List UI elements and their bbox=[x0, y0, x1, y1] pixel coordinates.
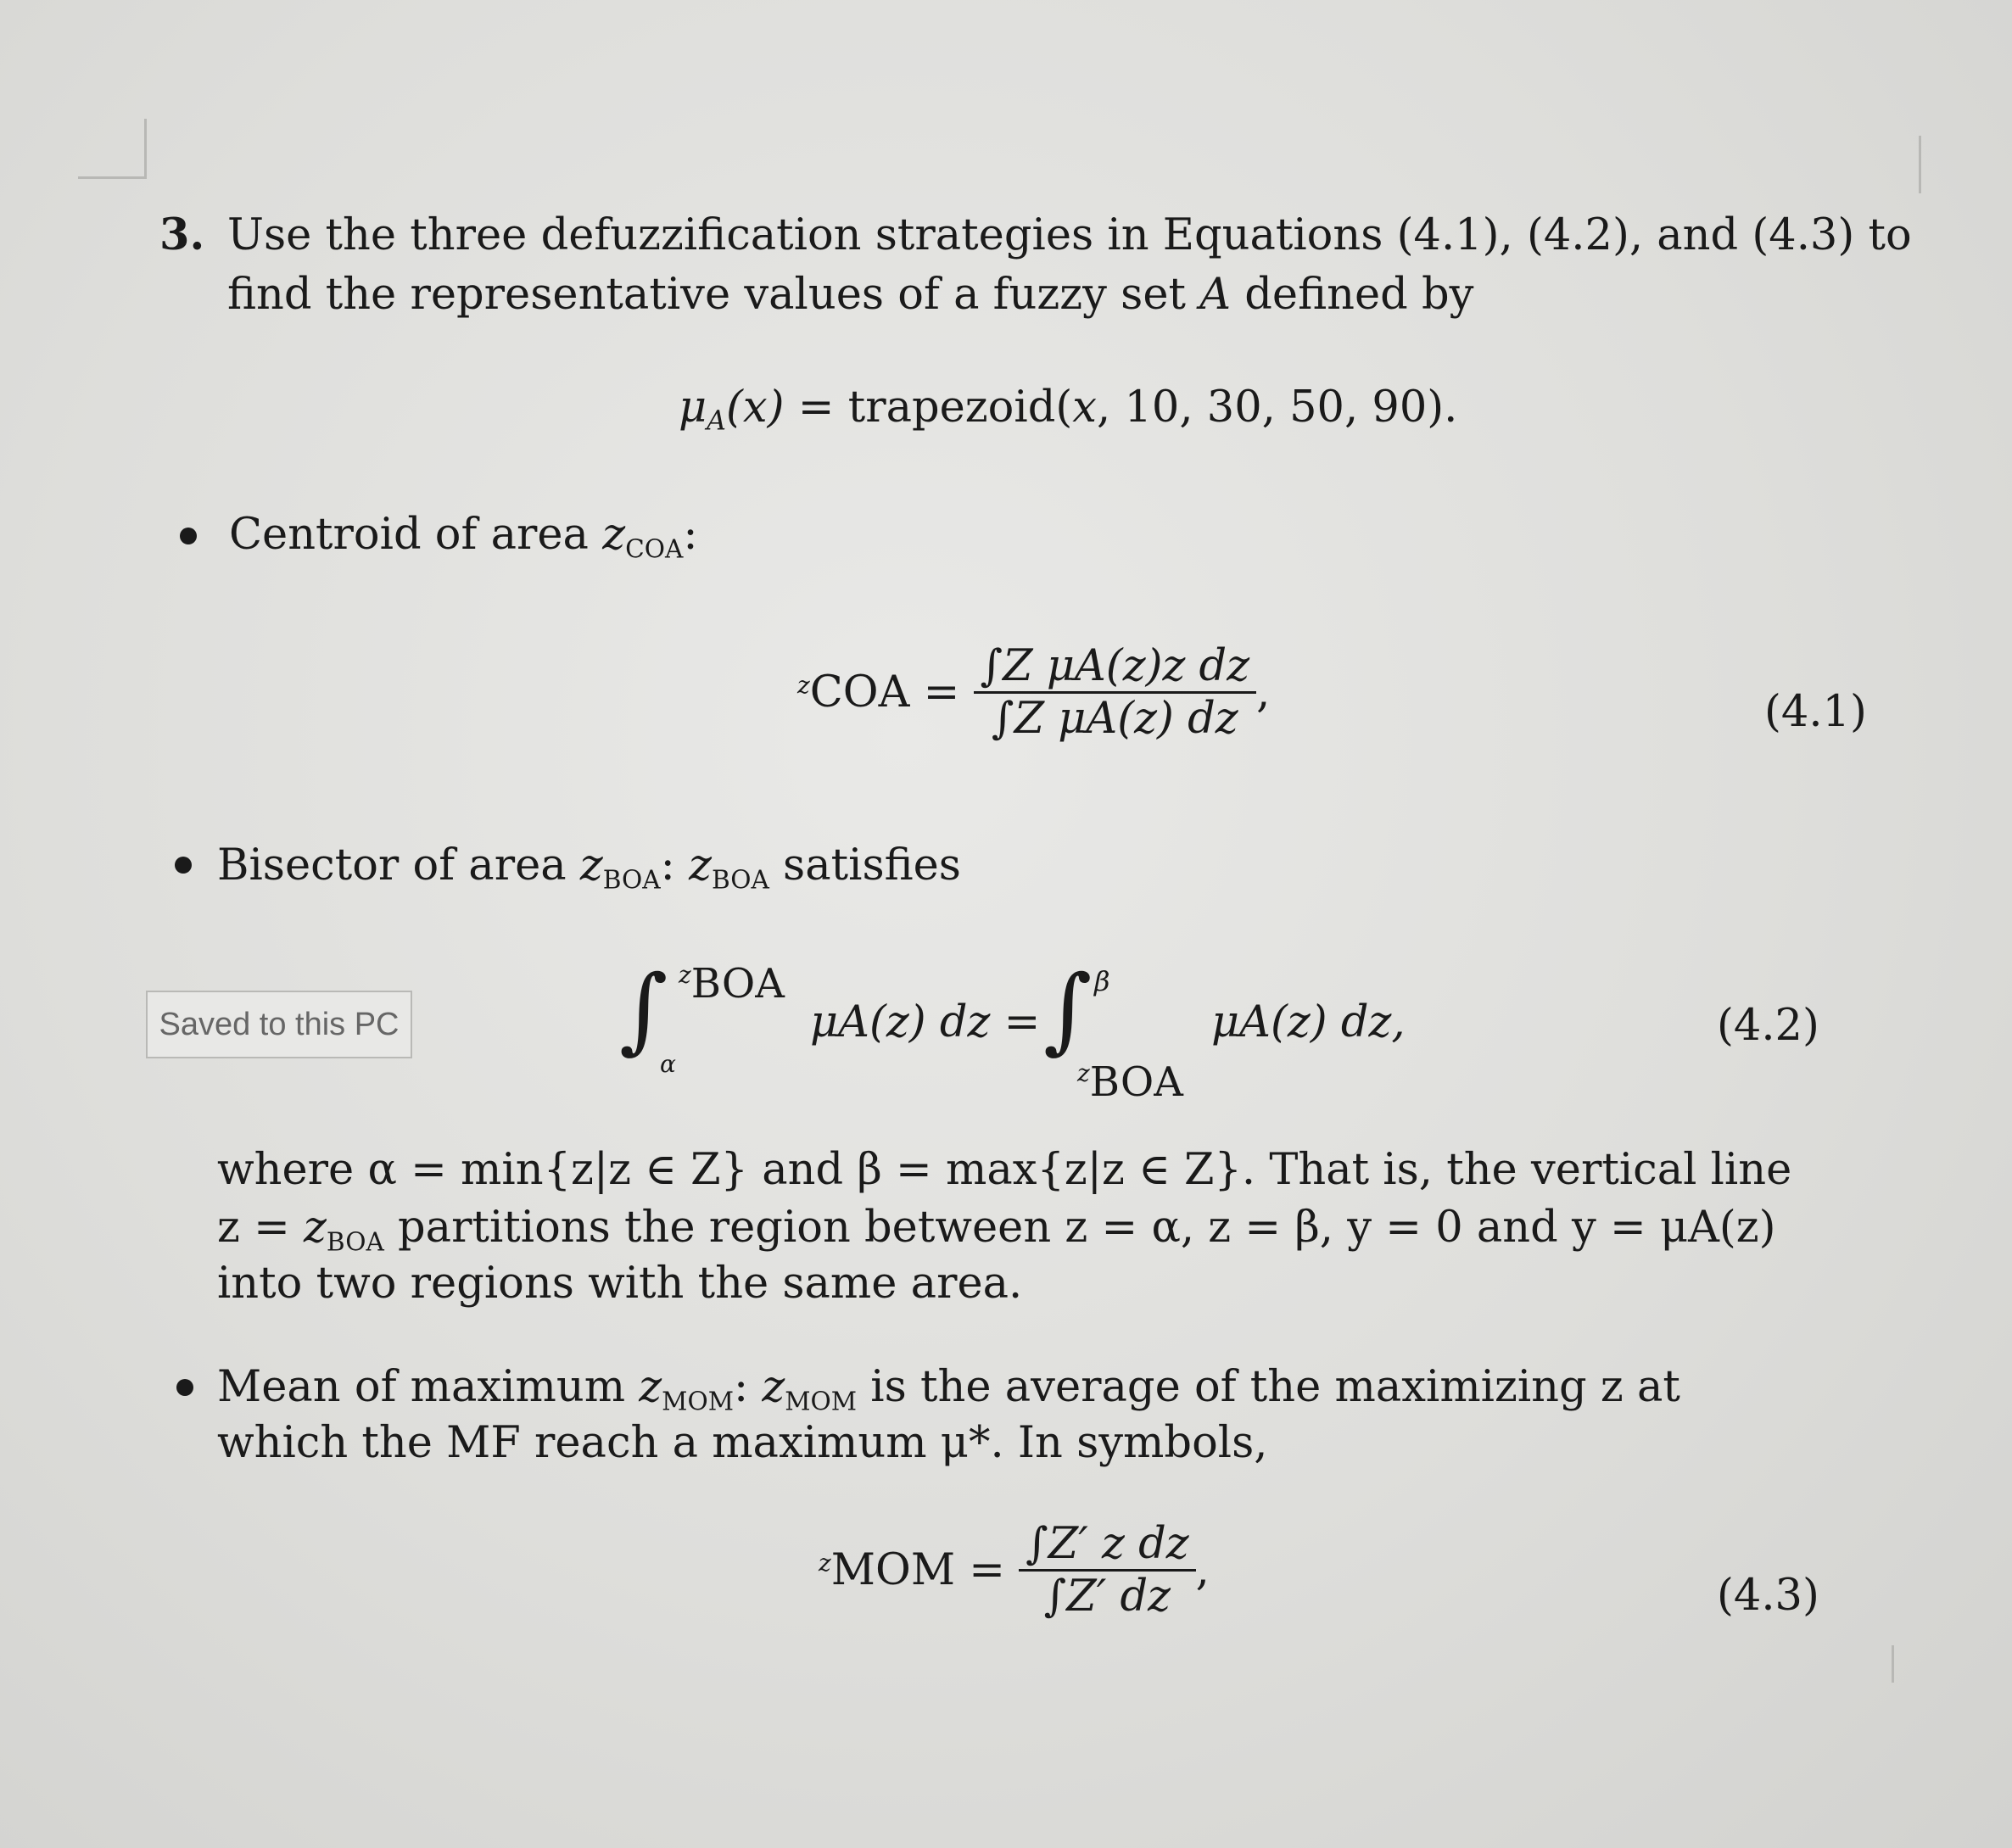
problem-text-line-1: Use the three defuzzification strategies in Equations (4.1), (4.2), and (4.3) to bbox=[227, 210, 1912, 260]
problem-text-line-2: find the representative values of a fuzzy set A defined by bbox=[227, 270, 1474, 320]
integral-lower-limit-right: $^z$BOA bbox=[1077, 1058, 1183, 1106]
bullet-coa bbox=[180, 528, 197, 544]
mom-description-line-2: which the MF reach a maximum μ*. In symbols, bbox=[217, 1418, 1268, 1468]
boa-where-line-1: where α = min{z|z ∈ Z} and β = max{z|z ∈ Z}. That is, the vertical line bbox=[217, 1145, 1792, 1195]
mom-denominator: ∫Z′ dz bbox=[1043, 1572, 1171, 1622]
integral-sign-right: ∫ bbox=[1043, 955, 1093, 1064]
problem-number: 3. bbox=[159, 209, 205, 260]
coa-equation: $^z$COA = $\frac{\text{∫Z μA(z)z dz}}{\text{∫Z μA(z) dz}}$ , bbox=[797, 641, 1271, 744]
integral-sign-left: ∫ bbox=[619, 955, 668, 1064]
integral-upper-limit-left: $^z$BOA bbox=[679, 960, 785, 1008]
boa-heading: Bisector of area $z_{BOA}$: $z_{BOA}$ satisfies bbox=[217, 840, 961, 895]
integral-upper-limit-right: β bbox=[1094, 965, 1110, 997]
saved-status-label: Saved to this PC bbox=[146, 991, 412, 1058]
membership-equation: $\mu_A(x)$ = trapezoid(x, 10, 30, 50, 90). bbox=[679, 382, 1458, 437]
equation-number-4-1: (4.1) bbox=[1764, 687, 1867, 737]
equation-number-4-3: (4.3) bbox=[1717, 1571, 1819, 1621]
coa-numerator: ∫Z μA(z)z dz bbox=[974, 645, 1256, 694]
boa-where-line-2: $z = z_{BOA}$ partitions the region between z = α, z = β, y = 0 and y = μA(z) bbox=[217, 1203, 1776, 1257]
mom-numerator: ∫Z′ z dz bbox=[1019, 1522, 1195, 1572]
integral-lower-limit-left: α bbox=[660, 1050, 676, 1078]
mom-equation: $^z$MOM = $\frac{\text{∫Z′ z dz}}{\int Z' dz}$ , bbox=[819, 1519, 1210, 1622]
boa-where-line-3: into two regions with the same area. bbox=[217, 1259, 1023, 1309]
boa-integrand-left: μA(z) dz = bbox=[810, 997, 1041, 1047]
text-cursor-mark bbox=[1892, 1645, 1896, 1683]
coa-heading: Centroid of area $z_{COA}$: bbox=[229, 510, 698, 564]
page-corner-mark-left bbox=[78, 119, 147, 179]
equation-number-4-2: (4.2) bbox=[1717, 1001, 1819, 1051]
bullet-boa bbox=[175, 857, 192, 874]
coa-denominator: ∫Z μA(z) dz bbox=[992, 694, 1238, 744]
bullet-mom bbox=[176, 1379, 193, 1396]
page-corner-mark-right bbox=[1919, 136, 1931, 193]
mom-heading: Mean of maximum $z_{MOM}$: $z_{MOM}$ is the average of the maximizing z at bbox=[217, 1362, 1680, 1416]
boa-integrand-right: μA(z) dz, bbox=[1211, 997, 1406, 1047]
